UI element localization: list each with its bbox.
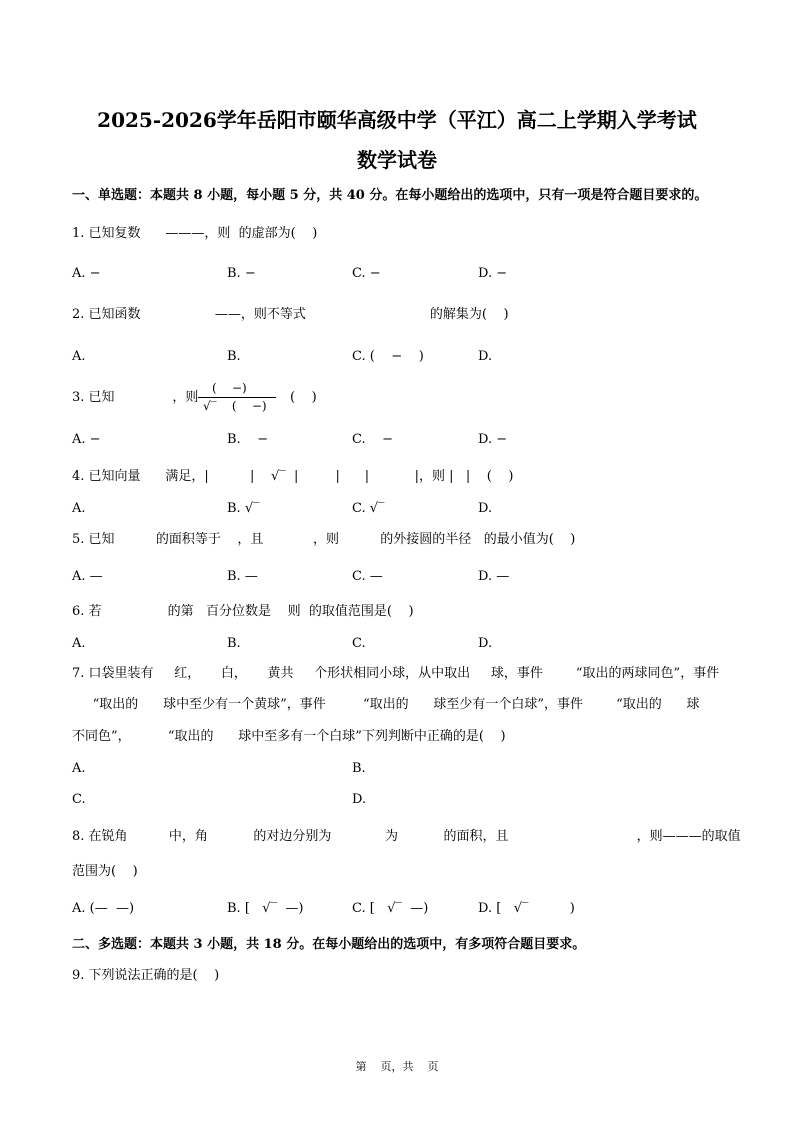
question-3-fraction-denominator: √‾ ( −) [203,399,267,413]
question-6-option-c: C. [352,636,366,651]
question-8-option-d: D. [ √‾ ) [478,901,575,916]
question-4-option-d: D. [478,501,493,516]
question-7-line-2: “取出的 球中至少有一个黄球”，事件 “取出的 球至少有一个白球”，事件 “取出的 球 [72,697,700,712]
question-3-option-d: D. − [478,432,508,447]
question-8-line-1: 8. 在锐角 中，角 的对边分别为 为 的面积，且 ，则———的取值 [72,829,741,844]
question-5-option-d: D. — [478,569,510,584]
section-heading-multiple-choice: 二、多选题：本题共 3 小题，共 18 分。在每小题给出的选项中，有多项符合题目要求。 [72,937,586,952]
question-7-option-a: A. [72,761,86,776]
question-9-stem: 9. 下列说法正确的是( ) [72,968,220,983]
section-heading-single-choice: 一、单选题：本题共 8 小题，每小题 5 分，共 40 分。在每小题给出的选项中，只有一项是符合题目要求的。 [72,188,708,203]
question-3-blank: ( ) [290,390,317,405]
question-4-option-c: C. √‾ [352,501,385,516]
question-7-line-3: 不同色”， “取出的 球中至多有一个白球”下列判断中正确的是( ) [72,729,506,744]
question-8-option-a: A. (— —) [72,901,135,916]
question-3-option-c: C. − [352,432,394,447]
question-3-option-b: B. − [227,432,269,447]
question-5-option-a: A. — [72,569,103,584]
question-3-option-a: A. − [72,432,101,447]
question-1-stem: 1. 已知复数 ———，则 的虚部为( ) [72,226,318,241]
question-8-option-b: B. [ √‾ —) [227,901,304,916]
question-8-line-2: 范围为( ) [72,864,138,879]
question-2-option-c: C. ( − ) [352,349,424,364]
page-footer: 第 页，共 页 [355,1060,439,1073]
question-4-stem: 4. 已知向量 满足，| | √‾ | | | |，则 | | ( ) [72,469,514,484]
question-2-option-b: B. [227,349,241,364]
page-title: 2025-2026学年岳阳市颐华高级中学（平江）高二上学期入学考试 [97,108,697,132]
question-3-stem: 3. 已知 ，则 [72,390,199,405]
question-5-option-b: B. — [227,569,258,584]
question-6-option-a: A. [72,636,86,651]
question-2-option-a: A. [72,349,86,364]
question-7-option-b: B. [352,761,366,776]
question-6-stem: 6. 若 的第 百分位数是 则 的取值范围是( ) [72,604,414,619]
question-6-option-b: B. [227,636,241,651]
question-8-option-c: C. [ √‾ —) [352,901,429,916]
question-1-option-c: C. − [352,266,381,281]
question-1-option-d: D. − [478,266,508,281]
question-3-fraction-numerator: ( −) [212,381,247,395]
question-4-option-b: B. √‾ [227,501,260,516]
question-7-option-c: C. [72,792,86,807]
page-subtitle: 数学试卷 [357,148,437,172]
question-6-option-d: D. [478,636,493,651]
question-1-option-b: B. − [227,266,256,281]
question-5-stem: 5. 已知 的面积等于 ，且 ，则 的外接圆的半径 的最小值为( ) [72,532,576,547]
question-2-stem: 2. 已知函数 ——，则不等式 的解集为( ) [72,307,509,322]
question-2-option-d: D. [478,349,493,364]
question-5-option-c: C. — [352,569,383,584]
question-1-option-a: A. − [72,266,101,281]
question-7-line-1: 7. 口袋里装有 红， 白， 黄共 个形状相同小球，从中取出 球，事件 “取出的两球同色”，事件 [72,666,720,681]
question-7-option-d: D. [352,792,367,807]
question-4-option-a: A. [72,501,86,516]
